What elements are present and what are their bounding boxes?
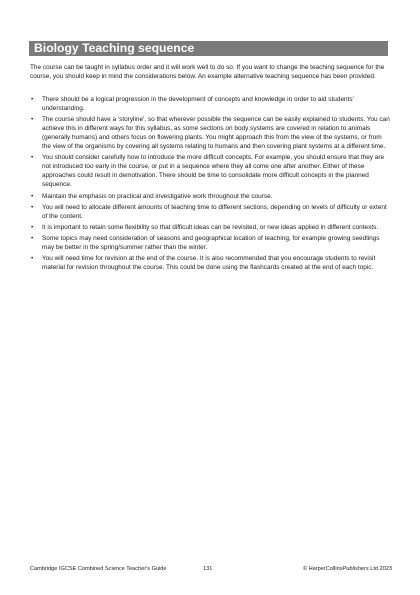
list-item	[30, 223, 392, 232]
intro-paragraph: The course can be taught in syllabus order and it will work well to do so. If you want to change the teaching sequence for the course, you should keep in mind the considerations below. An example alternative teaching sequence has been provided.	[30, 64, 385, 80]
bullet-icon: •	[31, 192, 34, 200]
copyright-italic: Publishers	[342, 566, 369, 572]
list-item	[30, 153, 392, 189]
bullet-icon: •	[31, 235, 34, 243]
bullet-icon: •	[31, 223, 34, 231]
list-item	[30, 234, 392, 252]
bullet-icon: •	[31, 96, 34, 103]
list-item	[30, 115, 392, 151]
considerations-list	[30, 95, 392, 275]
bullet-icon: •	[31, 154, 34, 162]
bullet-icon: •	[31, 116, 34, 124]
list-item-text: It is important to retain some flexibility so that difficult ideas can be revisited, or new ideas applied in different contexts.	[42, 223, 379, 231]
list-item	[30, 192, 392, 201]
footer-book-title: Cambridge IGCSE Combined Science Teacher's Guide	[30, 566, 167, 572]
list-item-text: The course should have a 'storyline', so that wherever possible the sequence can be easily explained to students. You can achieve this in different ways for this syllabus, as some sections on body systems are covered in relation to animals (generally humans) and others focus on flowering plants. You might approach this from the view of the systems, or from the view of the organisms by covering all systems relating to humans and then covering plant systems at a different time.	[42, 116, 390, 151]
section-title: Biology Teaching sequence	[34, 41, 195, 55]
list-item-text: There should be a logical progression in the development of concepts and knowledge in order to aid students' understanding.	[42, 96, 354, 112]
list-item-text: You should consider carefully how to introduce the more difficult concepts. For example, you should ensure that they are not introduced too early in the course, or put in a sequence where they all come one after another. Either of these approaches could result in demotivation. There should be time to consolidate more difficult concepts in the planned sequence.	[42, 154, 385, 189]
page-footer	[30, 565, 392, 574]
bullet-icon: •	[31, 255, 34, 263]
list-item	[30, 203, 392, 221]
footer-copyright	[303, 565, 392, 574]
list-item-text: Some topics may need consideration of seasons and geographical location of teaching, for example growing seedlings may be better in the spring/summer rather than the winter.	[42, 235, 380, 252]
section-title-bar	[29, 41, 388, 56]
copyright-suffix: Ltd 2023	[368, 566, 392, 572]
list-item-text: You will need to allocate different amounts of teaching time to different sections, depending on levels of difficulty or extent of the content.	[42, 203, 387, 220]
list-item-text: Maintain the emphasis on practical and investigative work throughout the course.	[42, 192, 273, 200]
list-item-text: You will need time for revision at the end of the course. It is also recommended that you encourage students to revisit material for revision throughout the course. This could be done using the flashcards created at the end of each topic.	[42, 255, 376, 272]
bullet-icon: •	[31, 203, 34, 211]
footer-page-number: 131	[203, 566, 213, 572]
copyright-prefix: © HarperCollins	[302, 566, 343, 572]
list-item	[30, 95, 392, 113]
list-item	[30, 254, 392, 272]
